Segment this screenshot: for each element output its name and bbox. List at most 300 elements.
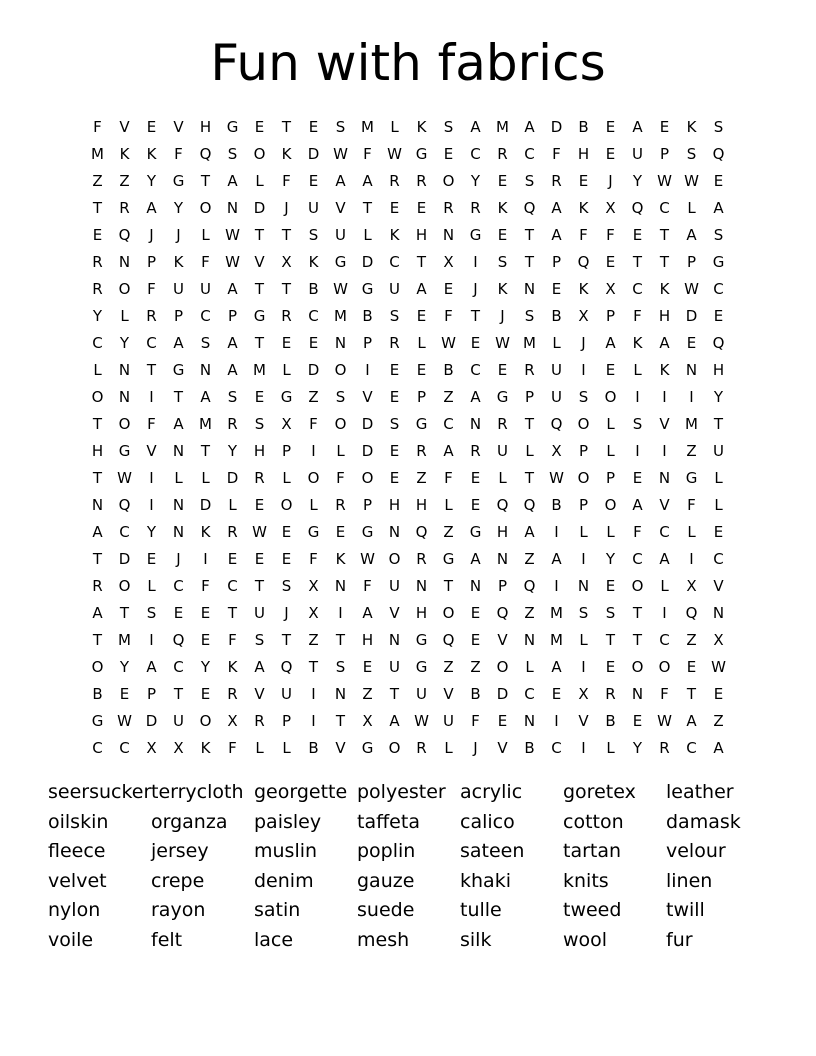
grid-letter[interactable]: T (524, 252, 535, 271)
grid-letter[interactable]: D (253, 198, 266, 217)
grid-letter[interactable]: O (280, 495, 293, 514)
grid-letter[interactable]: R (416, 549, 427, 568)
grid-letter[interactable]: P (146, 684, 157, 703)
grid-letter[interactable]: N (496, 549, 509, 568)
grid-letter[interactable]: D (496, 684, 509, 703)
grid-letter[interactable]: E (281, 549, 292, 568)
grid-letter[interactable]: R (470, 198, 481, 217)
grid-letter[interactable]: L (444, 495, 453, 514)
grid-letter[interactable]: F (633, 522, 642, 541)
grid-letter[interactable]: E (686, 333, 697, 352)
grid-letter[interactable]: C (524, 684, 535, 703)
grid-letter[interactable]: G (469, 522, 482, 541)
grid-letter[interactable]: N (415, 576, 428, 595)
grid-letter[interactable]: I (662, 441, 667, 460)
grid-letter[interactable]: T (524, 414, 535, 433)
grid-letter[interactable]: L (120, 306, 129, 325)
grid-letter[interactable]: F (444, 468, 453, 487)
grid-letter[interactable]: L (417, 333, 426, 352)
grid-letter[interactable]: M (550, 603, 563, 622)
grid-letter[interactable]: S (281, 576, 292, 595)
grid-letter[interactable]: O (118, 414, 131, 433)
grid-letter[interactable]: C (443, 414, 454, 433)
grid-letter[interactable]: L (606, 441, 615, 460)
grid-letter[interactable]: L (255, 738, 264, 757)
grid-letter[interactable]: L (147, 576, 156, 595)
grid-letter[interactable]: K (308, 252, 319, 271)
grid-letter[interactable]: O (307, 468, 320, 487)
grid-letter[interactable]: L (390, 117, 399, 136)
grid-letter[interactable]: D (307, 144, 320, 163)
grid-letter[interactable]: N (388, 522, 401, 541)
grid-letter[interactable]: C (308, 306, 319, 325)
grid-letter[interactable]: O (91, 657, 104, 676)
grid-letter[interactable]: I (311, 441, 316, 460)
grid-letter[interactable]: E (605, 252, 616, 271)
grid-letter[interactable]: N (469, 576, 482, 595)
grid-letter[interactable]: S (524, 171, 535, 190)
grid-letter[interactable]: P (551, 252, 562, 271)
grid-letter[interactable]: T (92, 198, 103, 217)
grid-letter[interactable]: G (361, 279, 374, 298)
grid-letter[interactable]: E (281, 522, 292, 541)
grid-letter[interactable]: S (632, 414, 643, 433)
grid-letter[interactable]: E (146, 549, 157, 568)
grid-letter[interactable]: X (605, 198, 616, 217)
grid-letter[interactable]: T (173, 684, 184, 703)
grid-letter[interactable]: R (416, 171, 427, 190)
grid-letter[interactable]: E (497, 360, 508, 379)
grid-letter[interactable]: F (363, 144, 372, 163)
grid-letter[interactable]: C (659, 630, 670, 649)
grid-letter[interactable]: O (496, 657, 509, 676)
grid-letter[interactable]: E (389, 468, 400, 487)
grid-letter[interactable]: X (578, 684, 589, 703)
grid-letter[interactable]: Z (92, 171, 103, 190)
grid-letter[interactable]: B (470, 684, 481, 703)
grid-letter[interactable]: S (200, 333, 211, 352)
grid-letter[interactable]: K (200, 522, 211, 541)
grid-letter[interactable]: L (606, 522, 615, 541)
grid-letter[interactable]: H (388, 495, 401, 514)
grid-letter[interactable]: E (200, 684, 211, 703)
grid-letter[interactable]: L (579, 522, 588, 541)
grid-letter[interactable]: N (118, 252, 131, 271)
grid-letter[interactable]: J (176, 225, 181, 244)
grid-letter[interactable]: Y (173, 198, 184, 217)
grid-letter[interactable]: Q (442, 630, 455, 649)
grid-letter[interactable]: L (255, 171, 264, 190)
grid-letter[interactable]: T (524, 468, 535, 487)
grid-letter[interactable]: A (551, 657, 562, 676)
grid-letter[interactable]: E (470, 603, 481, 622)
grid-letter[interactable]: L (498, 468, 507, 487)
grid-letter[interactable]: E (443, 144, 454, 163)
grid-letter[interactable]: T (686, 684, 697, 703)
grid-letter[interactable]: A (389, 711, 400, 730)
grid-letter[interactable]: O (334, 360, 347, 379)
grid-letter[interactable]: M (199, 414, 212, 433)
grid-letter[interactable]: M (91, 144, 104, 163)
grid-letter[interactable]: E (713, 522, 724, 541)
grid-letter[interactable]: P (281, 441, 292, 460)
grid-letter[interactable]: E (389, 441, 400, 460)
grid-letter[interactable]: N (172, 441, 185, 460)
grid-letter[interactable]: B (551, 306, 562, 325)
grid-letter[interactable]: A (659, 549, 670, 568)
grid-letter[interactable]: O (199, 711, 212, 730)
grid-letter[interactable]: L (552, 333, 561, 352)
grid-letter[interactable]: N (685, 360, 698, 379)
grid-letter[interactable]: T (254, 333, 265, 352)
grid-letter[interactable]: E (632, 225, 643, 244)
grid-letter[interactable]: C (173, 657, 184, 676)
grid-letter[interactable]: B (524, 738, 535, 757)
grid-letter[interactable]: E (416, 306, 427, 325)
grid-letter[interactable]: Q (523, 198, 536, 217)
grid-letter[interactable]: V (659, 495, 670, 514)
grid-letter[interactable]: I (635, 441, 640, 460)
grid-letter[interactable]: I (689, 549, 694, 568)
grid-letter[interactable]: T (254, 576, 265, 595)
grid-letter[interactable]: P (281, 711, 292, 730)
grid-letter[interactable]: U (551, 387, 562, 406)
grid-letter[interactable]: N (658, 468, 671, 487)
grid-letter[interactable]: C (470, 144, 481, 163)
grid-letter[interactable]: X (713, 630, 724, 649)
grid-letter[interactable]: B (308, 738, 319, 757)
grid-letter[interactable]: E (308, 117, 319, 136)
grid-letter[interactable]: Z (713, 711, 724, 730)
grid-letter[interactable]: E (551, 279, 562, 298)
grid-letter[interactable]: I (149, 630, 154, 649)
grid-letter[interactable]: A (227, 171, 238, 190)
grid-letter[interactable]: C (632, 549, 643, 568)
grid-letter[interactable]: O (442, 171, 455, 190)
grid-letter[interactable]: L (633, 360, 642, 379)
grid-letter[interactable]: U (173, 279, 184, 298)
grid-letter[interactable]: O (442, 603, 455, 622)
grid-letter[interactable]: U (713, 441, 724, 460)
grid-letter[interactable]: R (92, 252, 103, 271)
grid-letter[interactable]: U (416, 684, 427, 703)
grid-letter[interactable]: S (227, 144, 238, 163)
grid-letter[interactable]: S (605, 603, 616, 622)
grid-letter[interactable]: E (605, 657, 616, 676)
grid-letter[interactable]: R (92, 279, 103, 298)
grid-letter[interactable]: D (685, 306, 698, 325)
grid-letter[interactable]: Q (199, 144, 212, 163)
grid-letter[interactable]: X (308, 603, 319, 622)
grid-letter[interactable]: Q (496, 495, 509, 514)
grid-letter[interactable]: S (713, 225, 724, 244)
grid-letter[interactable]: Y (119, 657, 130, 676)
grid-letter[interactable]: V (389, 603, 400, 622)
grid-letter[interactable]: Y (632, 738, 643, 757)
grid-letter[interactable]: I (635, 387, 640, 406)
grid-letter[interactable]: S (308, 225, 319, 244)
grid-letter[interactable]: W (657, 711, 672, 730)
grid-letter[interactable]: D (361, 414, 374, 433)
grid-letter[interactable]: G (712, 252, 725, 271)
grid-letter[interactable]: U (335, 225, 346, 244)
grid-letter[interactable]: O (199, 198, 212, 217)
grid-letter[interactable]: O (334, 414, 347, 433)
grid-letter[interactable]: N (388, 630, 401, 649)
grid-letter[interactable]: I (203, 549, 208, 568)
grid-letter[interactable]: N (91, 495, 104, 514)
grid-letter[interactable]: G (469, 225, 482, 244)
grid-letter[interactable]: A (605, 333, 616, 352)
grid-letter[interactable]: F (579, 225, 588, 244)
grid-letter[interactable]: L (282, 468, 291, 487)
grid-letter[interactable]: Q (496, 603, 509, 622)
grid-letter[interactable]: F (201, 576, 210, 595)
grid-letter[interactable]: U (632, 144, 643, 163)
grid-letter[interactable]: H (199, 117, 212, 136)
grid-letter[interactable]: J (500, 306, 505, 325)
grid-letter[interactable]: B (551, 495, 562, 514)
grid-letter[interactable]: C (551, 738, 562, 757)
grid-letter[interactable]: S (335, 117, 346, 136)
grid-letter[interactable]: K (335, 549, 346, 568)
grid-letter[interactable]: R (389, 333, 400, 352)
grid-letter[interactable]: N (523, 630, 536, 649)
grid-letter[interactable]: T (335, 711, 346, 730)
grid-letter[interactable]: D (361, 252, 374, 271)
grid-letter[interactable]: E (227, 549, 238, 568)
grid-letter[interactable]: B (92, 684, 103, 703)
grid-letter[interactable]: E (416, 360, 427, 379)
grid-letter[interactable]: E (416, 198, 427, 217)
grid-letter[interactable]: R (389, 171, 400, 190)
grid-letter[interactable]: M (550, 630, 563, 649)
grid-letter[interactable]: E (173, 603, 184, 622)
grid-letter[interactable]: T (281, 117, 292, 136)
grid-letter[interactable]: G (415, 144, 428, 163)
grid-letter[interactable]: X (227, 711, 238, 730)
grid-letter[interactable]: A (227, 360, 238, 379)
grid-letter[interactable]: P (416, 387, 427, 406)
grid-letter[interactable]: A (416, 279, 427, 298)
grid-letter[interactable]: R (254, 711, 265, 730)
grid-letter[interactable]: G (91, 711, 104, 730)
grid-letter[interactable]: I (149, 387, 154, 406)
grid-letter[interactable]: B (578, 117, 589, 136)
grid-letter[interactable]: P (146, 252, 157, 271)
grid-letter[interactable]: L (174, 468, 183, 487)
grid-letter[interactable]: L (282, 360, 291, 379)
grid-letter[interactable]: F (228, 630, 237, 649)
grid-letter[interactable]: N (469, 414, 482, 433)
grid-letter[interactable]: V (254, 684, 265, 703)
grid-letter[interactable]: W (225, 252, 240, 271)
grid-letter[interactable]: H (253, 441, 266, 460)
grid-letter[interactable]: P (605, 468, 616, 487)
grid-letter[interactable]: L (579, 630, 588, 649)
grid-letter[interactable]: R (227, 414, 238, 433)
grid-letter[interactable]: T (281, 279, 292, 298)
grid-letter[interactable]: S (146, 603, 157, 622)
grid-letter[interactable]: V (497, 630, 508, 649)
grid-letter[interactable]: V (335, 738, 346, 757)
grid-letter[interactable]: V (119, 117, 130, 136)
grid-letter[interactable]: W (657, 171, 672, 190)
grid-letter[interactable]: L (336, 441, 345, 460)
grid-letter[interactable]: I (581, 657, 586, 676)
grid-letter[interactable]: S (497, 252, 508, 271)
grid-letter[interactable]: R (254, 468, 265, 487)
grid-letter[interactable]: V (335, 198, 346, 217)
grid-letter[interactable]: V (578, 711, 589, 730)
grid-letter[interactable]: O (388, 738, 401, 757)
grid-letter[interactable]: G (226, 117, 239, 136)
grid-letter[interactable]: A (632, 117, 643, 136)
grid-letter[interactable]: D (361, 441, 374, 460)
grid-letter[interactable]: J (473, 738, 478, 757)
grid-letter[interactable]: K (497, 198, 508, 217)
grid-letter[interactable]: Z (686, 441, 697, 460)
grid-letter[interactable]: A (551, 198, 562, 217)
grid-letter[interactable]: E (470, 495, 481, 514)
grid-letter[interactable]: M (361, 117, 374, 136)
grid-letter[interactable]: X (605, 279, 616, 298)
grid-letter[interactable]: I (662, 387, 667, 406)
grid-letter[interactable]: I (311, 684, 316, 703)
grid-letter[interactable]: S (443, 117, 454, 136)
grid-letter[interactable]: C (200, 306, 211, 325)
grid-letter[interactable]: A (551, 549, 562, 568)
grid-letter[interactable]: N (172, 522, 185, 541)
grid-letter[interactable]: E (254, 117, 265, 136)
grid-letter[interactable]: Z (362, 684, 373, 703)
grid-letter[interactable]: C (92, 738, 103, 757)
grid-letter[interactable]: J (284, 198, 289, 217)
grid-letter[interactable]: W (333, 144, 348, 163)
grid-letter[interactable]: R (470, 441, 481, 460)
grid-letter[interactable]: A (443, 441, 454, 460)
grid-letter[interactable]: B (605, 711, 616, 730)
grid-letter[interactable]: F (228, 738, 237, 757)
grid-letter[interactable]: G (172, 171, 185, 190)
grid-letter[interactable]: C (227, 576, 238, 595)
grid-letter[interactable]: A (92, 522, 103, 541)
grid-letter[interactable]: T (146, 360, 157, 379)
grid-letter[interactable]: G (280, 387, 293, 406)
grid-letter[interactable]: L (525, 441, 534, 460)
grid-letter[interactable]: A (686, 711, 697, 730)
grid-letter[interactable]: Y (92, 306, 103, 325)
grid-letter[interactable]: A (659, 333, 670, 352)
grid-letter[interactable]: A (335, 171, 346, 190)
grid-letter[interactable]: S (335, 387, 346, 406)
grid-letter[interactable]: M (685, 414, 698, 433)
grid-letter[interactable]: N (226, 198, 239, 217)
grid-letter[interactable]: G (415, 657, 428, 676)
grid-letter[interactable]: G (118, 441, 131, 460)
grid-letter[interactable]: F (552, 144, 561, 163)
grid-letter[interactable]: S (578, 603, 589, 622)
grid-letter[interactable]: R (524, 360, 535, 379)
grid-letter[interactable]: P (686, 252, 697, 271)
grid-letter[interactable]: Y (119, 333, 130, 352)
grid-letter[interactable]: A (227, 333, 238, 352)
grid-letter[interactable]: O (361, 468, 374, 487)
grid-letter[interactable]: E (605, 117, 616, 136)
grid-letter[interactable]: F (93, 117, 102, 136)
grid-letter[interactable]: X (551, 441, 562, 460)
grid-letter[interactable]: Y (146, 522, 157, 541)
grid-letter[interactable]: W (225, 225, 240, 244)
grid-letter[interactable]: Z (308, 630, 319, 649)
grid-letter[interactable]: E (362, 657, 373, 676)
grid-letter[interactable]: L (282, 738, 291, 757)
grid-letter[interactable]: T (281, 630, 292, 649)
grid-letter[interactable]: Q (172, 630, 185, 649)
grid-letter[interactable]: B (308, 279, 319, 298)
grid-letter[interactable]: R (335, 495, 346, 514)
grid-letter[interactable]: Y (632, 171, 643, 190)
grid-letter[interactable]: R (551, 171, 562, 190)
grid-letter[interactable]: A (200, 387, 211, 406)
grid-letter[interactable]: T (281, 225, 292, 244)
grid-letter[interactable]: F (606, 225, 615, 244)
grid-letter[interactable]: S (578, 387, 589, 406)
grid-letter[interactable]: K (146, 144, 157, 163)
grid-letter[interactable]: I (365, 360, 370, 379)
grid-letter[interactable]: X (578, 306, 589, 325)
grid-letter[interactable]: T (713, 414, 724, 433)
grid-letter[interactable]: S (254, 414, 265, 433)
grid-letter[interactable]: Z (308, 387, 319, 406)
grid-letter[interactable]: T (254, 279, 265, 298)
grid-letter[interactable]: N (631, 684, 644, 703)
grid-letter[interactable]: L (201, 468, 210, 487)
grid-letter[interactable]: T (92, 414, 103, 433)
grid-letter[interactable]: R (605, 684, 616, 703)
grid-letter[interactable]: T (92, 630, 103, 649)
grid-letter[interactable]: P (497, 576, 508, 595)
grid-letter[interactable]: R (416, 738, 427, 757)
grid-letter[interactable]: F (147, 414, 156, 433)
grid-letter[interactable]: Q (712, 333, 725, 352)
grid-letter[interactable]: X (443, 252, 454, 271)
grid-letter[interactable]: O (658, 657, 671, 676)
grid-letter[interactable]: J (608, 171, 613, 190)
grid-letter[interactable]: A (146, 198, 157, 217)
grid-letter[interactable]: P (605, 306, 616, 325)
grid-letter[interactable]: I (662, 603, 667, 622)
grid-letter[interactable]: Q (523, 576, 536, 595)
grid-letter[interactable]: F (633, 306, 642, 325)
grid-letter[interactable]: N (712, 603, 725, 622)
grid-letter[interactable]: G (361, 738, 374, 757)
grid-letter[interactable]: F (201, 252, 210, 271)
grid-letter[interactable]: O (577, 468, 590, 487)
grid-letter[interactable]: X (686, 576, 697, 595)
grid-letter[interactable]: X (146, 738, 157, 757)
grid-letter[interactable]: T (659, 252, 670, 271)
grid-letter[interactable]: E (659, 117, 670, 136)
grid-letter[interactable]: E (254, 495, 265, 514)
grid-letter[interactable]: T (362, 198, 373, 217)
grid-letter[interactable]: E (443, 279, 454, 298)
grid-letter[interactable]: O (577, 414, 590, 433)
grid-letter[interactable]: L (714, 468, 723, 487)
grid-letter[interactable]: A (470, 549, 481, 568)
grid-letter[interactable]: C (659, 522, 670, 541)
grid-letter[interactable]: N (442, 225, 455, 244)
